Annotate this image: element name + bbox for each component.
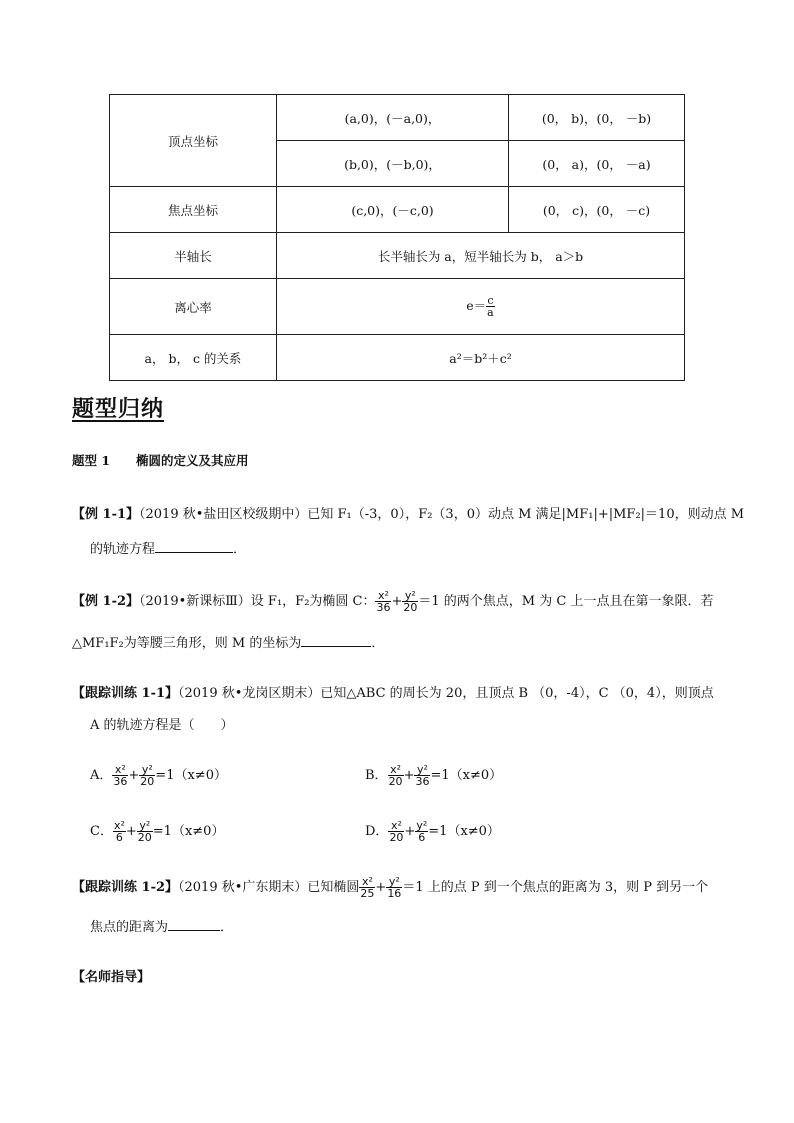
training-1-1-tag: 【跟踪训练 1-1】 — [72, 686, 179, 701]
example-1-1-text: （2019 秋•盐田区校级期中）已知 F₁（-3，0），F₂（3，0）动点 M 满足|MF₁|+|MF₂|＝10，则动点 M — [139, 507, 745, 522]
type-title: 椭圆的定义及其应用 — [136, 453, 249, 468]
example-1-1-tag: 【例 1-1】 — [72, 507, 140, 522]
training-1-1-text: （2019 秋•龙岗区期末）已知△ABC 的周长为 20，且顶点 B （0，-4），C （0，4），则顶点 — [178, 686, 714, 701]
example-1-1-line1 — [72, 505, 745, 525]
x-numerator: x² — [112, 764, 128, 776]
training-1-1-line2 — [90, 716, 750, 736]
type-heading — [72, 451, 249, 469]
option-y-fraction — [414, 764, 430, 787]
row-label-semi-axis: 半轴长 — [110, 233, 277, 279]
y-numerator: y² — [402, 590, 418, 602]
option-b[interactable] — [365, 764, 665, 787]
eccentricity-value — [277, 279, 685, 335]
example-1-1-end: ． — [233, 542, 247, 557]
row-label-eccentricity: 离心率 — [110, 279, 277, 335]
y-denominator: 20 — [140, 775, 155, 788]
equals-one: =1 — [155, 768, 175, 783]
option-label: C． — [90, 824, 113, 839]
option-a[interactable] — [90, 764, 390, 787]
ellipse-y-fraction — [386, 876, 402, 899]
relation-value: a²＝b²＋c² — [277, 335, 685, 381]
x-numerator: x² — [113, 819, 125, 832]
y-denominator: 6 — [418, 831, 426, 844]
y-numerator: y² — [416, 819, 428, 832]
y-denominator: 20 — [403, 601, 418, 614]
x-numerator: x² — [375, 590, 391, 602]
vertices-horizontal-2: (b,0)，(－b,0)， — [277, 141, 509, 187]
teacher-guidance-heading: 【名师指导】 — [72, 970, 151, 985]
x-denominator: 20 — [388, 775, 403, 788]
training-1-1-line1 — [72, 684, 732, 704]
option-x-fraction — [388, 820, 404, 843]
example-1-2-post: ＝1 的两个焦点，M 为 C 上一点且在第一象限．若 — [418, 594, 714, 609]
ellipse-x-fraction — [375, 590, 391, 613]
x-denominator: 20 — [389, 831, 404, 844]
example-1-1-line2 — [90, 538, 750, 560]
option-condition: （x≠0） — [171, 824, 225, 839]
x-denominator: 25 — [360, 887, 375, 900]
vertices-vertical-1: (0， b)，(0， －b) — [509, 95, 685, 141]
option-condition: （x≠0） — [449, 768, 503, 783]
equals-one: =1 — [428, 824, 448, 839]
plus-sign: + — [404, 824, 416, 839]
semi-axis-value: 长半轴长为 a，短半轴长为 b， a＞b — [277, 233, 685, 279]
y-numerator: y² — [137, 820, 153, 832]
equals-one: =1 — [152, 824, 172, 839]
y-denominator: 16 — [387, 887, 402, 900]
eccentricity-denominator: a — [487, 306, 494, 319]
foci-vertical: (0， c)，(0， －c) — [509, 187, 685, 233]
plus-sign: + — [128, 768, 140, 783]
x-numerator: x² — [359, 876, 375, 888]
eccentricity-lhs: e＝ — [466, 298, 487, 313]
x-denominator: 36 — [113, 775, 128, 788]
section-title: 题型归纳 — [72, 397, 165, 422]
y-numerator: y² — [386, 876, 402, 888]
training-1-2-text-2: 焦点的距离为 — [90, 920, 169, 935]
training-1-2-line2 — [90, 916, 750, 938]
ellipse-properties-table — [109, 94, 685, 381]
option-condition: （x≠0） — [447, 824, 500, 839]
example-1-2-line2 — [72, 632, 732, 654]
training-1-2-end: ． — [220, 920, 234, 935]
y-denominator: 20 — [137, 831, 152, 844]
example-1-2-tag: 【例 1-2】 — [72, 594, 140, 609]
plus-sign: + — [391, 594, 403, 609]
x-numerator: x² — [388, 820, 404, 832]
vertices-vertical-2: (0， a)，(0， －a) — [509, 141, 685, 187]
option-x-fraction — [112, 764, 128, 787]
option-x-fraction — [388, 764, 404, 787]
ellipse-y-fraction — [402, 590, 418, 613]
y-denominator: 36 — [415, 775, 430, 788]
answer-blank — [301, 632, 371, 647]
answer-blank — [168, 916, 220, 931]
row-label-vertices: 顶点坐标 — [110, 95, 277, 187]
plus-sign: + — [125, 824, 137, 839]
training-1-2-line1 — [72, 876, 732, 899]
training-1-2-tag: 【跟踪训练 1-2】 — [72, 880, 179, 895]
option-label: A． — [90, 768, 113, 783]
row-label-relation: a， b， c 的关系 — [110, 335, 277, 381]
row-label-foci: 焦点坐标 — [110, 187, 277, 233]
example-1-2-line1 — [72, 590, 732, 613]
x-numerator: x² — [388, 764, 404, 776]
vertices-horizontal-1: (a,0)，(－a,0)， — [277, 95, 509, 141]
training-1-1-text-2: A 的轨迹方程是（ ） — [90, 718, 234, 733]
training-1-2-pre: （2019 秋•广东期末）已知椭圆 — [178, 880, 360, 895]
x-denominator: 6 — [115, 831, 123, 844]
option-x-fraction — [113, 820, 126, 843]
type-number: 题型 1 — [72, 453, 111, 468]
foci-horizontal: (c,0)，(－c,0) — [277, 187, 509, 233]
option-label: D． — [365, 824, 389, 839]
example-1-2-end: ． — [371, 636, 385, 651]
equals-one: =1 — [430, 768, 450, 783]
eccentricity-fraction — [486, 295, 495, 318]
y-numerator: y² — [139, 764, 155, 776]
y-numerator: y² — [414, 764, 430, 776]
eccentricity-numerator: c — [487, 294, 494, 307]
example-1-2-text-2: △MF₁F₂为等腰三角形，则 M 的坐标为 — [72, 636, 302, 651]
example-1-1-text-2: 的轨迹方程 — [90, 542, 156, 557]
option-y-fraction — [415, 820, 428, 843]
answer-blank — [155, 538, 233, 553]
option-condition: （x≠0） — [174, 768, 227, 783]
option-y-fraction — [137, 820, 153, 843]
option-y-fraction — [139, 764, 155, 787]
ellipse-x-fraction — [359, 876, 375, 899]
option-d[interactable] — [365, 820, 665, 843]
plus-sign: + — [375, 880, 387, 895]
x-denominator: 36 — [376, 601, 391, 614]
plus-sign: + — [403, 768, 415, 783]
training-1-2-post: ＝1 上的点 P 到一个焦点的距离为 3，则 P 到另一个 — [402, 880, 709, 895]
example-1-2-pre: （2019•新课标Ⅲ）设 F₁，F₂为椭圆 C： — [139, 594, 376, 609]
option-c[interactable] — [90, 820, 390, 843]
option-label: B． — [365, 768, 388, 783]
